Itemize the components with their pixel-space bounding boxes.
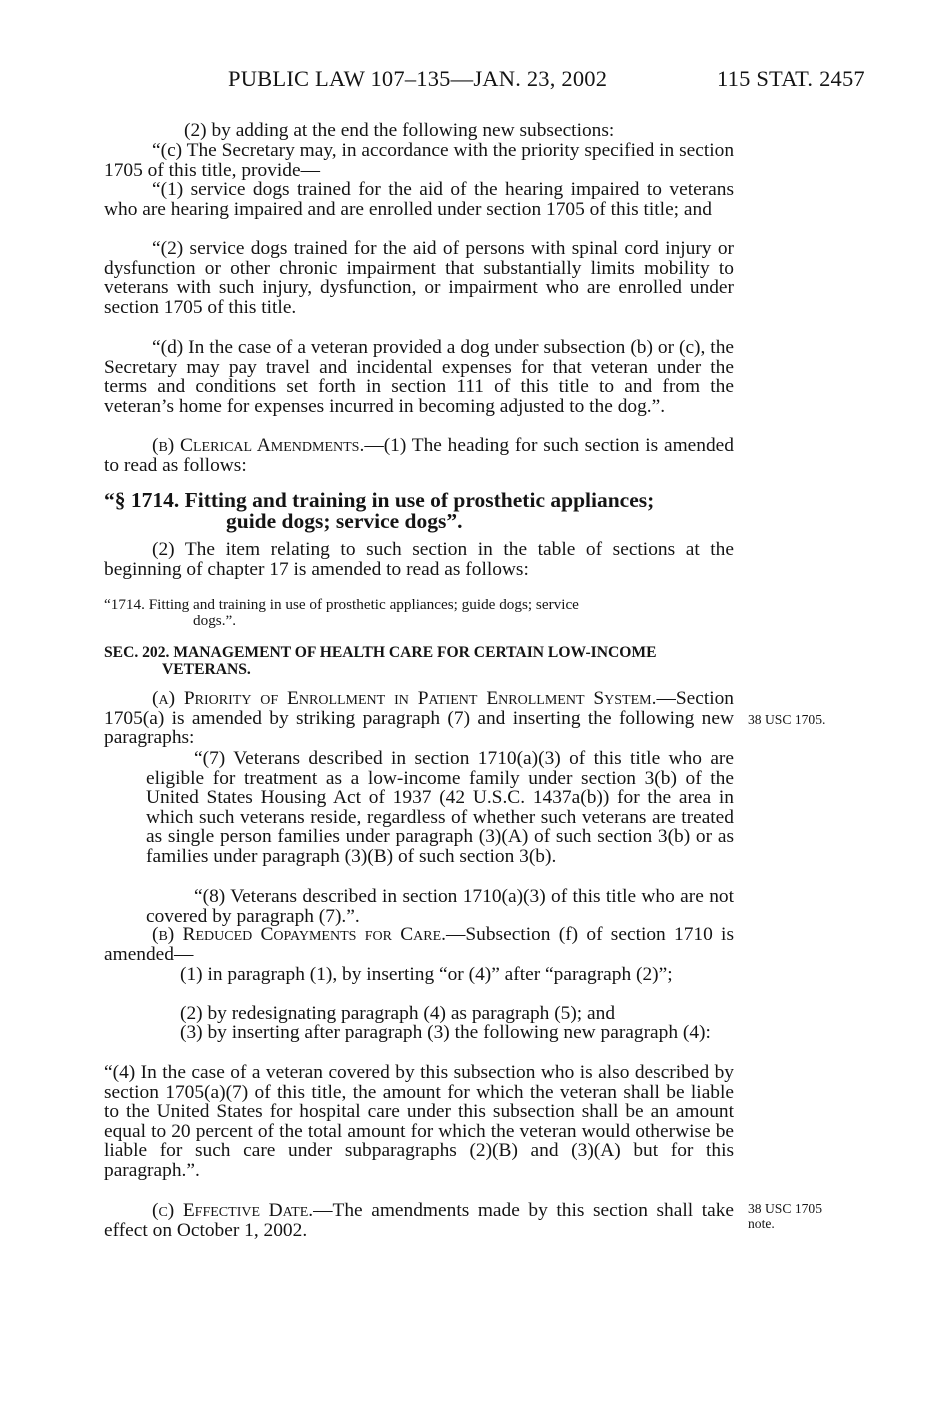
margin-note-line2: note. [748,1215,775,1231]
stat-page-number: 115 STAT. 2457 [717,66,865,91]
amendment-3: (3) by inserting after paragraph (3) the following new paragraph (4): [180,1022,711,1043]
reduced-copayments-paragraph [104,925,734,964]
section-1714-heading-line2: guide dogs; service dogs”. [226,509,463,533]
subsection-c: “(c) The Secretary may, in accordance with the priority specified in section 1705 of this title, provide— [104,140,735,181]
paragraph-c1: “(1) service dogs trained for the aid of the hearing impaired to veterans who are hearing impaired and are enrolled under section 1705 of this title; and [104,179,734,220]
effective-date-paragraph [104,1201,734,1240]
priority-of-enrollment-label: (a) Priority of Enrollment in Patient Enrollment System. [152,688,657,709]
margin-note-38-usc-1705-note [748,1202,822,1231]
margin-note-38-usc-1705: 38 USC 1705. [748,712,826,727]
clerical-amendments-text: —(1) The heading for such section is amended to read as follows: [104,435,734,476]
effective-date-text: —The amendments made by this section shall take effect on October 1, 2002. [104,1200,734,1241]
priority-of-enrollment-paragraph [104,689,734,748]
section-202-heading [104,644,744,678]
paragraph-7: “(7) Veterans described in section 1710(a)(3) of this title who are eligible for treatment as a low-income family under section 3(b) of the United States Housing Act of 1937 (42 U.S.C. 1437a(b)) for the area in which such veterans reside, regardless of whether such veterans are treated as single person families under paragraph (3)(A) of such section 3(b) or as families under paragraph (3)(B) of such section 3(b). [146,748,734,867]
clerical-amendments-label: (b) Clerical Amendments. [152,435,365,456]
section-1714-heading-line1: “§ 1714. Fitting and training in use of prosthetic appliances; [104,488,655,512]
reduced-copayments-label: (b) Reduced Copayments for Care. [152,924,446,945]
paragraph-4: “(4) In the case of a veteran covered by this subsection who is also described by section 1705(a)(7) of this title, the amount for which the veteran shall be liable to the United States for hospital care under this subsection shall be an amount equal to 20 percent of the total amount for which the veteran would otherwise be liable for such care under subparagraphs (2)(B) and (3)(A) but for this paragraph.”. [104,1062,734,1181]
reduced-copayments-text: —Subsection (f) of section 1710 is amended— [104,924,734,965]
toc-item-line2: dogs.”. [193,612,237,629]
clerical-amendments-paragraph [104,436,734,475]
priority-of-enrollment-text: —Section 1705(a) is amended by striking paragraph (7) and inserting the following new paragraphs: [104,688,734,749]
toc-item-line1: “1714. Fitting and training in use of prosthetic appliances; guide dogs; service [104,596,579,613]
margin-note-line1: 38 USC 1705 [748,1201,823,1216]
paragraph-8: “(8) Veterans described in section 1710(a)(3) of this title who are not covered by paragraph (7).”. [146,886,734,927]
section-202-heading-line2: VETERANS. [162,661,251,678]
paragraph-adding-subsections: (2) by adding at the end the following new subsections: [184,120,615,141]
section-202-heading-line1: SEC. 202. MANAGEMENT OF HEALTH CARE FOR CERTAIN LOW-INCOME [104,644,657,661]
section-1714-heading [104,490,764,532]
running-header-title: PUBLIC LAW 107–135—JAN. 23, 2002 [228,66,608,91]
amendment-2: (2) by redesignating paragraph (4) as paragraph (5); and [180,1003,616,1024]
subsection-d: “(d) In the case of a veteran provided a dog under subsection (b) or (c), the Secretary may pay travel and incidental expenses for that veteran under the terms and conditions set forth in section 111 of this title to and from the veteran’s home for expenses incurred in becoming adjusted to the dog.”. [104,337,734,417]
table-of-sections-item [104,597,744,629]
amendment-1: (1) in paragraph (1), by inserting “or (4)” after “paragraph (2)”; [180,964,673,985]
paragraph-c2: “(2) service dogs trained for the aid of persons with spinal cord injury or dysfunction or other chronic impairment that substantially limits mobility to veterans with such injury, dysfunction, or impairment who are enrolled under section 1705 of this title. [104,238,734,318]
effective-date-label: (c) Effective Date. [152,1200,314,1221]
table-of-sections-paragraph: (2) The item relating to such section in the table of sections at the beginning of chapter 17 is amended to read as follows: [104,539,734,580]
